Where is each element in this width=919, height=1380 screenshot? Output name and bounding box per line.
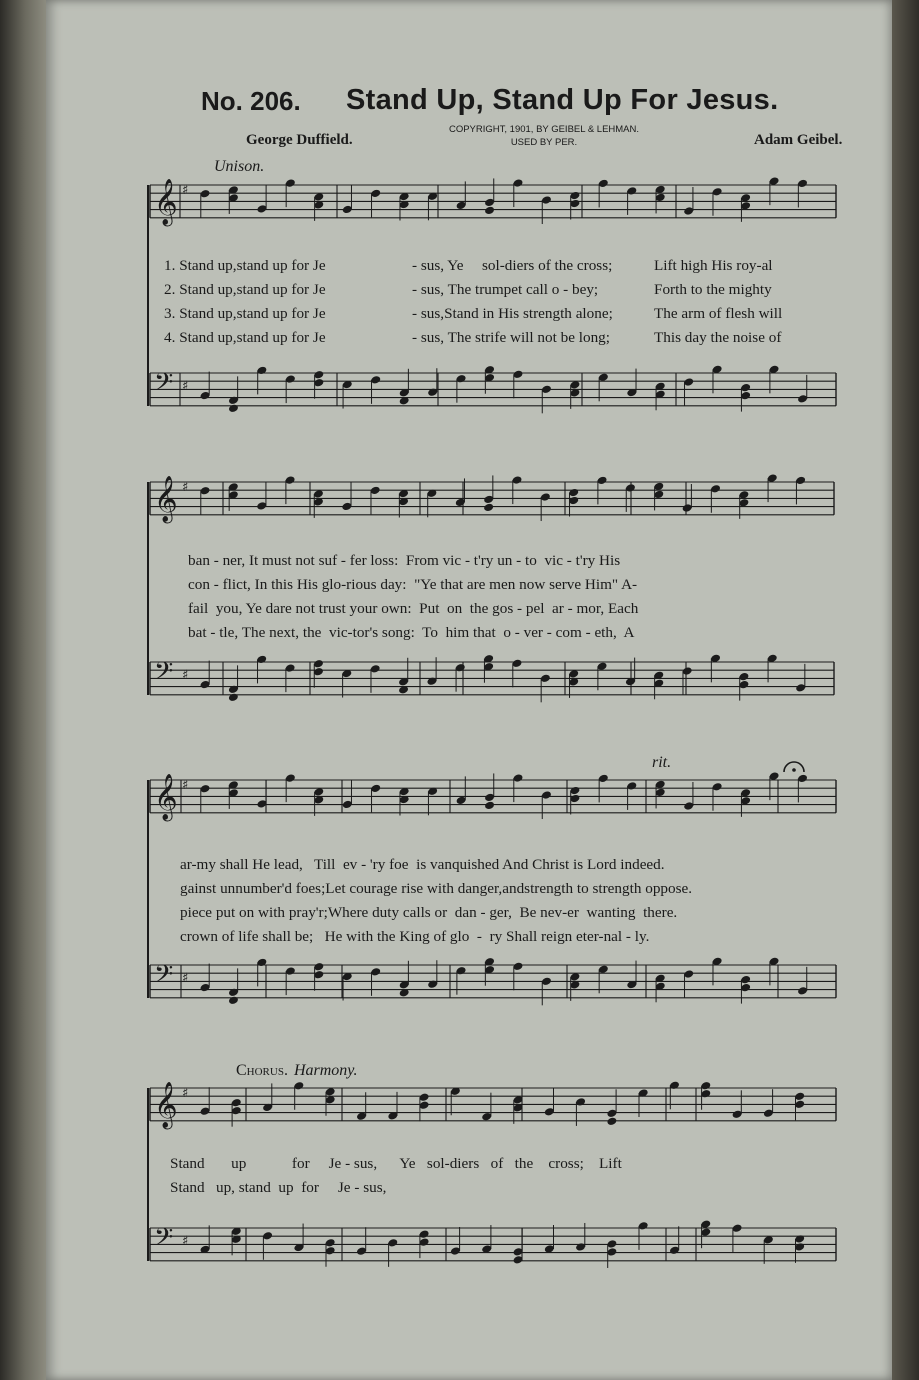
system2-bass-note (228, 693, 239, 703)
bass-clef-icon: 𝄢 (154, 960, 174, 995)
treble-clef-icon: 𝄞 (154, 179, 178, 225)
verse3-line: fail you, Ye dare not trust your own: Put on the gos - pel ar - mor, Each (188, 600, 639, 617)
system3-bass-note (228, 996, 239, 1006)
treble-clef-icon: 𝄞 (154, 1082, 178, 1128)
page-edge-right (892, 0, 919, 1380)
verse2-line: gainst unnumber'd foes;Let courage rise with danger,andstrength to strength oppose. (180, 880, 693, 897)
hymn-title: Stand Up, Stand Up For Jesus. (346, 84, 779, 116)
key-sharp-icon: ♯ (182, 778, 189, 793)
treble-clef-icon: 𝄞 (154, 774, 178, 820)
key-sharp-icon: ♯ (182, 183, 189, 198)
harmony-marking: Harmony. (293, 1062, 358, 1079)
verse4-line: bat - tle, The next, the vic-tor's song: To him that o - ver - com - eth, A (188, 624, 635, 641)
system1-treble-note (484, 206, 495, 216)
lyricist: George Duffield. (246, 132, 353, 148)
copyright-notice: COPYRIGHT, 1901, BY GEIBEL & LEHMAN. USED BY PER. (448, 124, 640, 148)
book-spine-edge (0, 0, 46, 1380)
hymn-number: No. 206. (201, 86, 301, 116)
verse1-line: ar-my shall He lead, Till ev - 'ry foe is vanquished And Christ is Lord indeed. (180, 856, 665, 873)
verse3-line: piece put on with pray'r;Where duty calls or dan - ger, Be nev-er wanting there. (180, 904, 678, 921)
bass-clef-icon: 𝄢 (154, 657, 174, 692)
music-notation (46, 0, 892, 1380)
chorus-heading: Chorus. (236, 1062, 288, 1079)
key-sharp-icon: ♯ (182, 668, 189, 683)
key-sharp-icon: ♯ (182, 379, 189, 394)
system2-treble-note (483, 503, 494, 513)
verse2-line: con - flict, In this His glo-rious day: "Ye that are men now serve Him" A- (188, 576, 638, 593)
fermata-dot (792, 768, 796, 772)
key-sharp-icon: ♯ (182, 1086, 189, 1101)
unison-marking: Unison. (214, 158, 265, 175)
chorus-label (236, 1062, 358, 1080)
verse4-line: crown of life shall be; He with the King of glo - ry Shall reign eter-nal - ly. (180, 928, 650, 945)
rit-marking: rit. (652, 754, 672, 771)
bass-clef-icon: 𝄢 (154, 1223, 174, 1258)
key-sharp-icon: ♯ (182, 1234, 189, 1249)
key-sharp-icon: ♯ (182, 971, 189, 986)
bass-clef-icon: 𝄢 (154, 368, 174, 403)
chorus-line-lower: Stand up, stand up for Je - sus, (170, 1179, 387, 1196)
system1-bass-note (228, 404, 239, 414)
system4-treble-note (606, 1117, 617, 1127)
system3-treble-note (484, 801, 495, 811)
chorus-line-upper: Stand up for Je - sus, Ye sol-diers of the cross; Lift (170, 1155, 622, 1172)
composer: Adam Geibel. (754, 132, 843, 148)
key-sharp-icon: ♯ (182, 480, 189, 495)
hymn-page: No. 206. Stand Up, Stand Up For Jesus. George Duffield. COPYRIGHT, 1901, BY GEIBEL & LEHMAN. USED BY PER. Adam Geibel. 𝄞 ♯ 𝄢 ♯ 𝄞 ♯ 𝄢 ♯ 𝄞 ♯ 𝄢 ♯ 𝄞 ♯ 𝄢 ♯ Unison. rit. Chorus. Harmony. 1. Stand up,stand up for Je - sus, Ye sol-diers of the cross; Lift high His roy-al 2. Stand up,stand up for Je - sus, The trumpet call o - bey; Forth to the mighty 3. Stand up,stand up for Je - sus,Stand in His strength alone; The arm of flesh will 4. Stand up,stand up for Je - sus, The strife will not be long; This day the noise of ban - ner, It must not suf - fer loss: From vic - t'ry un - to vic - t'ry His con - flict, In this His glo-rious day: "Ye that are men now serve Him" A- fail you, Ye dare not trust your own: Put on the gos - pel ar - mor, Each bat - tle, The next, the vic-tor's song: To him that o - ver - com - eth, A ar-my shall He lead, Till ev - 'ry foe is vanquished And Christ is Lord indeed. gainst unnumber'd foes;Let courage rise with danger,andstrength to strength oppose. piece put on with pray'r;Where duty calls or dan - ger, Be nev-er wanting there. crown of life shall be; He with the King of glo - ry Shall reign eter-nal - ly. Stand up for Je - sus, Ye sol-diers of the cross; Lift Stand up, stand up for Je - sus, (46, 0, 892, 1380)
treble-clef-icon: 𝄞 (154, 476, 178, 522)
verse1-line: ban - ner, It must not suf - fer loss: From vic - t'ry un - to vic - t'ry His (188, 552, 621, 569)
